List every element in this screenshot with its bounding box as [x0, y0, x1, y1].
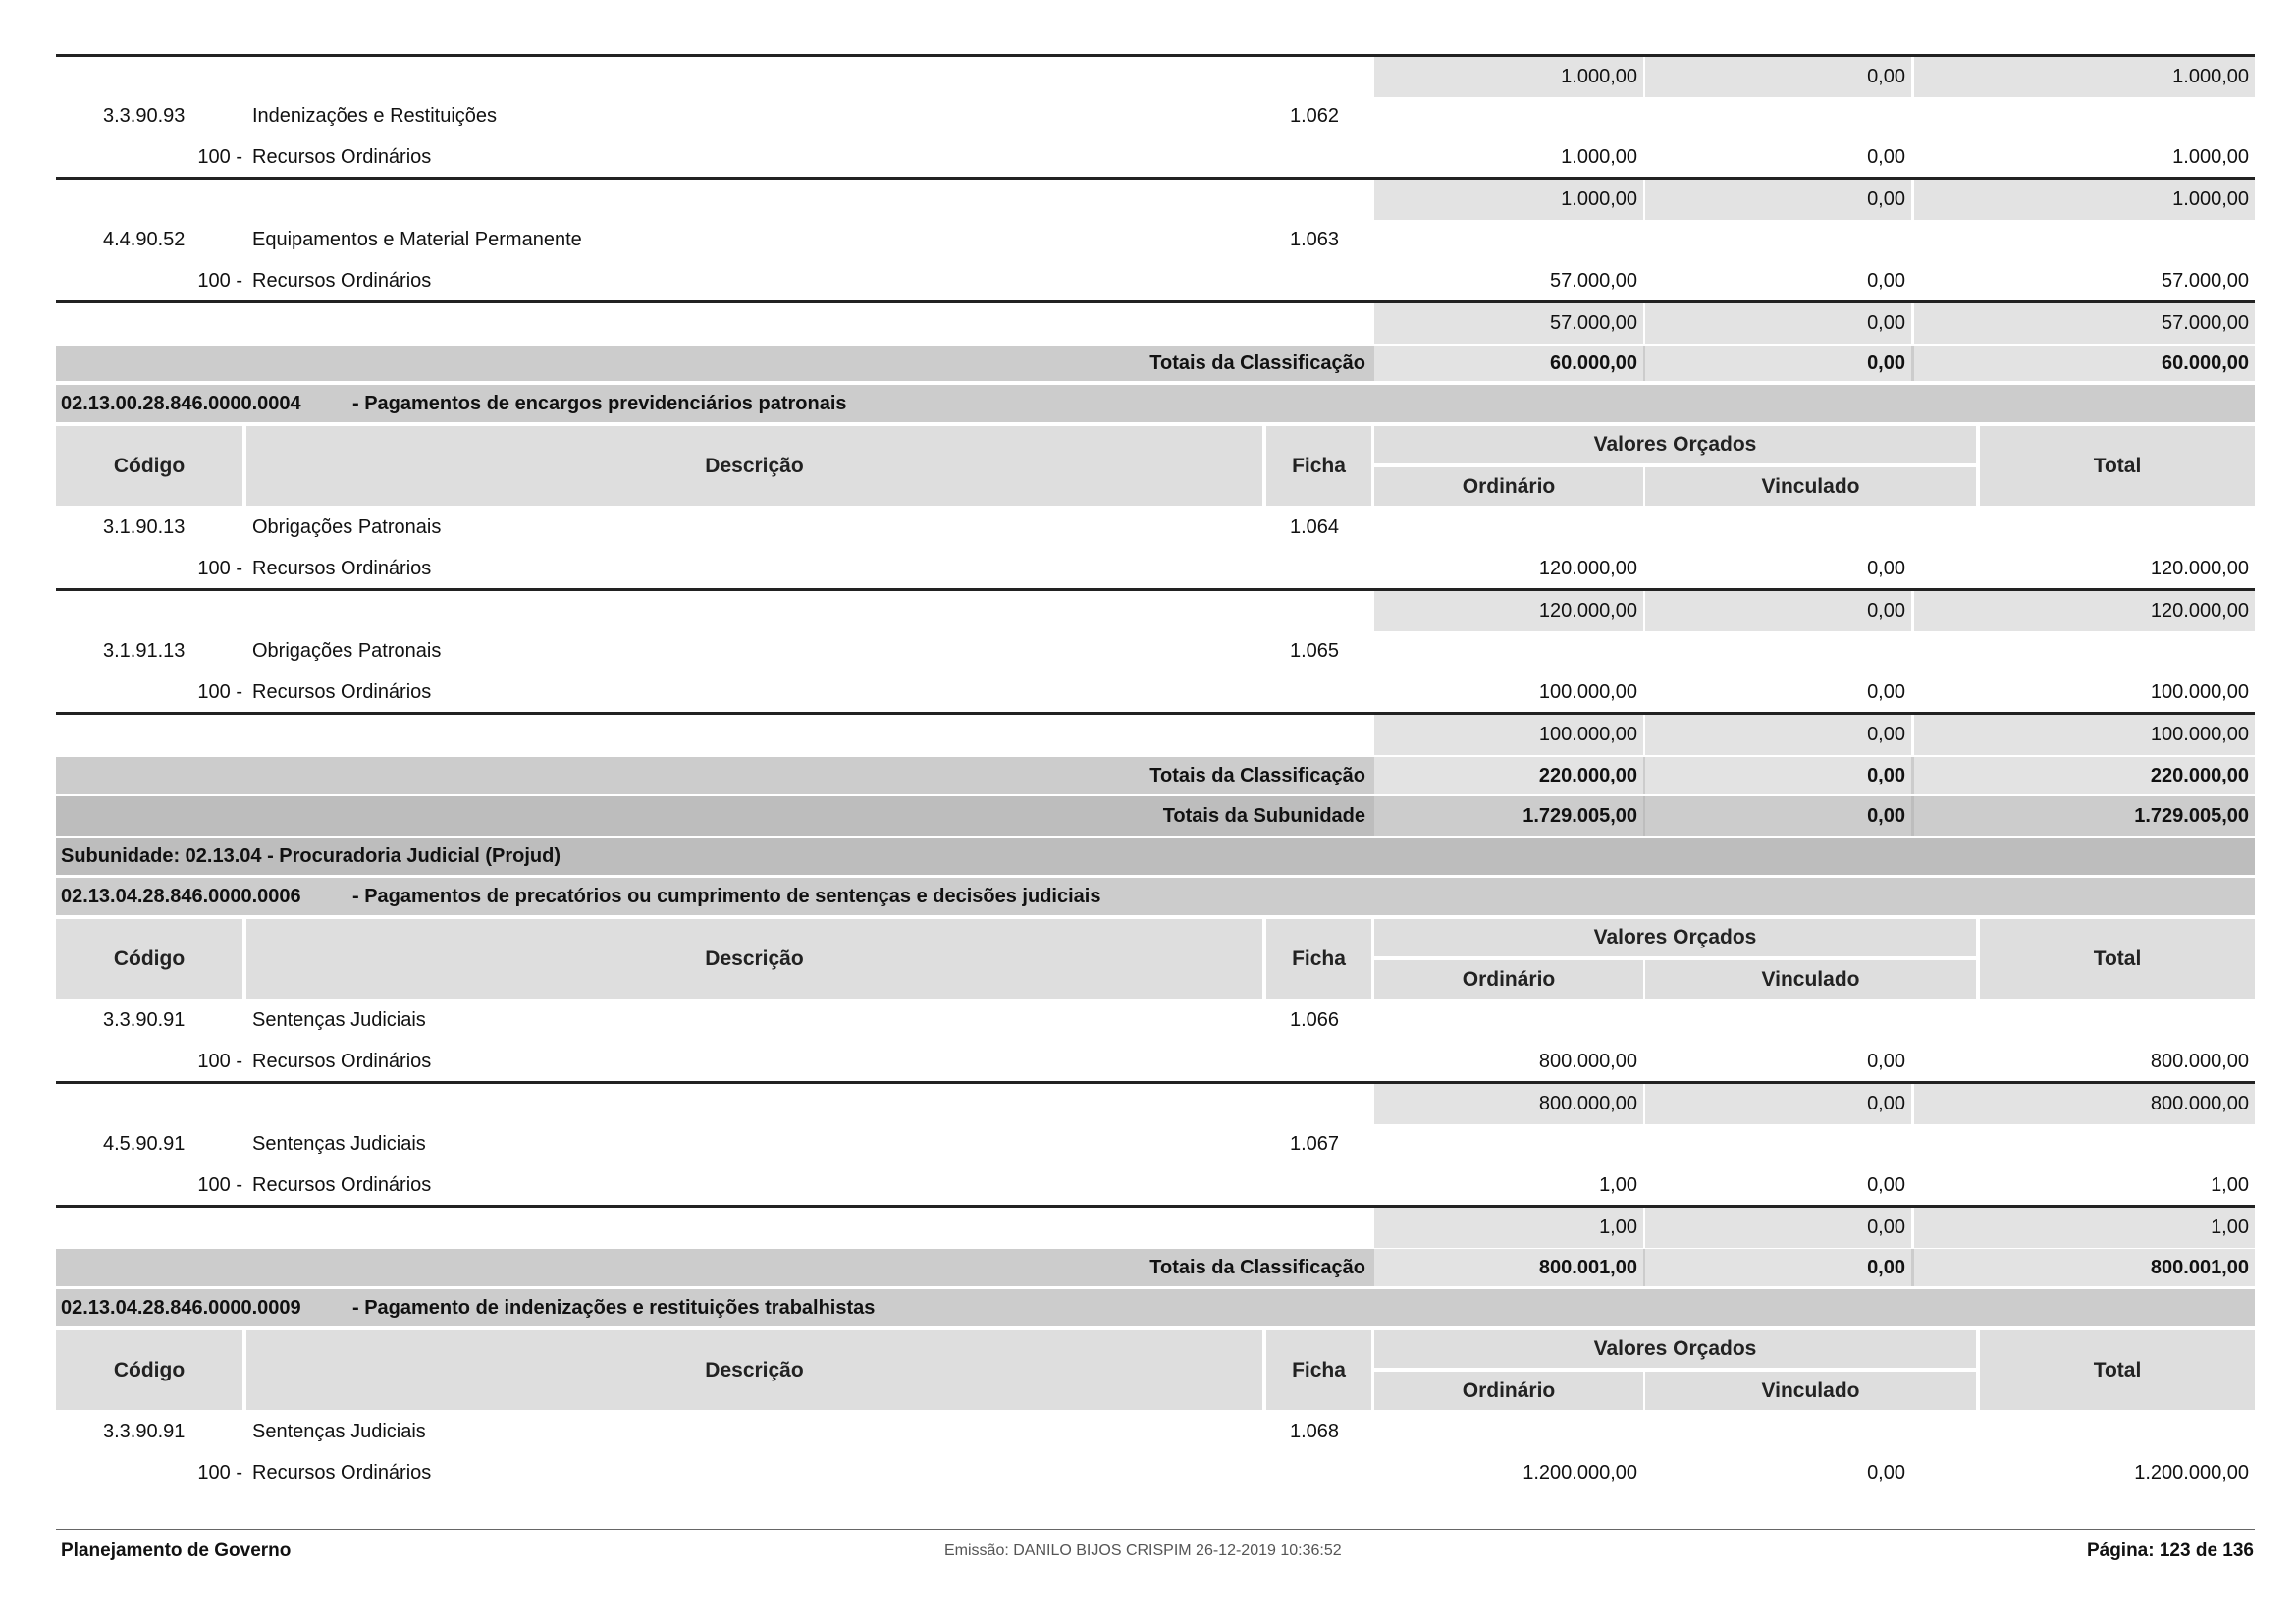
subunit-totals-label: Totais da Subunidade [1162, 804, 1365, 827]
source-desc: Recursos Ordinários [252, 557, 432, 579]
item-row [56, 98, 2255, 134]
subtotal-vinculado: 0,00 [1645, 57, 1911, 97]
source-row [56, 675, 2255, 710]
header-descricao: Descrição [246, 426, 1262, 506]
subtotal-total: 800.000,00 [1914, 1084, 2255, 1124]
source-total: 1.000,00 [2172, 145, 2249, 168]
header-total: Total [1980, 426, 2255, 506]
subtotal-ordinario: 1,00 [1374, 1208, 1643, 1248]
source-vinculado: 0,00 [1867, 269, 1905, 292]
section-title: - Pagamentos de precatórios ou cumprimento de sentenças e decisões judiciais [352, 885, 1101, 907]
header-valores: Valores Orçados [1374, 426, 1976, 463]
source-row [56, 1044, 2255, 1079]
subtotal-vinculado: 0,00 [1645, 1084, 1911, 1124]
subtotal-row [56, 177, 2255, 220]
subunit-title: Subunidade: 02.13.04 - Procuradoria Judicial (Projud) [61, 844, 561, 867]
column-header [56, 426, 2255, 506]
header-valores: Valores Orçados [1374, 1330, 1976, 1368]
subtotal-total: 1,00 [1914, 1208, 2255, 1248]
source-desc: Recursos Ordinários [252, 1173, 432, 1196]
source-desc: Recursos Ordinários [252, 145, 432, 168]
subtotal-row [56, 54, 2255, 97]
item-codigo: 3.1.90.13 [103, 515, 186, 538]
footer-page-number: Página: 123 de 136 [2086, 1541, 2254, 1561]
source-row [56, 1167, 2255, 1203]
source-total: 100.000,00 [2150, 680, 2249, 703]
item-descricao: Equipamentos e Material Permanente [252, 228, 582, 250]
header-ficha: Ficha [1266, 919, 1371, 999]
subtotal-total: 57.000,00 [1914, 303, 2255, 344]
item-row [56, 1414, 2255, 1449]
header-total: Total [1980, 1330, 2255, 1410]
source-ordinario: 1.200.000,00 [1522, 1461, 1637, 1484]
header-vinculado: Vinculado [1645, 467, 1976, 506]
header-vinculado: Vinculado [1645, 1372, 1976, 1410]
source-vinculado: 0,00 [1867, 557, 1905, 579]
source-ordinario: 120.000,00 [1538, 557, 1637, 579]
item-descricao: Obrigações Patronais [252, 639, 442, 662]
section-code: 02.13.04.28.846.0000.0006 [61, 885, 301, 907]
subtotal-total: 1.000,00 [1914, 180, 2255, 220]
item-ficha: 1.062 [1290, 104, 1340, 127]
subtotal-row [56, 712, 2255, 755]
footer-emission: Emissão: DANILO BIJOS CRISPIM 26-12-2019 10:36:52 [944, 1542, 1342, 1559]
section-code: 02.13.00.28.846.0000.0004 [61, 392, 301, 414]
section-title: - Pagamentos de encargos previdenciários patronais [352, 392, 847, 414]
subunit-totals-row [56, 796, 2255, 836]
totals-total: 220.000,00 [1914, 757, 2255, 794]
section-code: 02.13.04.28.846.0000.0009 [61, 1296, 301, 1319]
subtotal-vinculado: 0,00 [1645, 591, 1911, 631]
subtotal-row [56, 1081, 2255, 1124]
item-codigo: 3.1.91.13 [103, 639, 186, 662]
source-row [56, 1455, 2255, 1490]
header-descricao: Descrição [246, 1330, 1262, 1410]
header-ficha: Ficha [1266, 1330, 1371, 1410]
item-descricao: Obrigações Patronais [252, 515, 442, 538]
source-vinculado: 0,00 [1867, 1173, 1905, 1196]
item-row [56, 1002, 2255, 1038]
item-ficha: 1.067 [1290, 1132, 1340, 1155]
subtotal-ordinario: 57.000,00 [1374, 303, 1643, 344]
source-ordinario: 57.000,00 [1550, 269, 1637, 292]
header-vinculado: Vinculado [1645, 960, 1976, 999]
subtotal-ordinario: 120.000,00 [1374, 591, 1643, 631]
header-codigo: Código [56, 1330, 242, 1410]
source-code: 100 - [197, 145, 242, 168]
subtotal-row [56, 588, 2255, 631]
section-header [56, 878, 2255, 915]
item-row [56, 1126, 2255, 1162]
subtotal-vinculado: 0,00 [1645, 303, 1911, 344]
source-ordinario: 100.000,00 [1538, 680, 1637, 703]
totals-ordinario: 220.000,00 [1374, 757, 1643, 794]
item-ficha: 1.064 [1290, 515, 1340, 538]
item-ficha: 1.063 [1290, 228, 1340, 250]
subtotal-ordinario: 1.000,00 [1374, 180, 1643, 220]
source-row [56, 139, 2255, 175]
column-header [56, 919, 2255, 999]
item-row [56, 222, 2255, 257]
source-ordinario: 1,00 [1599, 1173, 1637, 1196]
source-code: 100 - [197, 680, 242, 703]
item-descricao: Indenizações e Restituições [252, 104, 498, 127]
source-total: 1.200.000,00 [2134, 1461, 2249, 1484]
subtotal-total: 1.000,00 [1914, 57, 2255, 97]
subunit-ordinario: 1.729.005,00 [1374, 796, 1643, 836]
header-ficha: Ficha [1266, 426, 1371, 506]
subtotal-row [56, 1205, 2255, 1248]
subtotal-row [56, 300, 2255, 344]
source-vinculado: 0,00 [1867, 145, 1905, 168]
header-ordinario: Ordinário [1374, 467, 1643, 506]
source-ordinario: 800.000,00 [1538, 1050, 1637, 1072]
subtotal-ordinario: 800.000,00 [1374, 1084, 1643, 1124]
classification-totals-row [56, 346, 2255, 381]
totals-total: 800.001,00 [1914, 1249, 2255, 1286]
source-desc: Recursos Ordinários [252, 680, 432, 703]
subunit-vinculado: 0,00 [1645, 796, 1911, 836]
subtotal-ordinario: 100.000,00 [1374, 715, 1643, 755]
footer-left: Planejamento de Governo [61, 1541, 292, 1561]
source-total: 57.000,00 [2162, 269, 2249, 292]
item-codigo: 4.4.90.52 [103, 228, 186, 250]
source-vinculado: 0,00 [1867, 1050, 1905, 1072]
source-code: 100 - [197, 1050, 242, 1072]
item-row [56, 510, 2255, 545]
header-descricao: Descrição [246, 919, 1262, 999]
totals-vinculado: 0,00 [1645, 346, 1911, 381]
header-total: Total [1980, 919, 2255, 999]
item-descricao: Sentenças Judiciais [252, 1132, 426, 1155]
section-header [56, 385, 2255, 422]
item-codigo: 3.3.90.93 [103, 104, 186, 127]
totals-vinculado: 0,00 [1645, 1249, 1911, 1286]
source-desc: Recursos Ordinários [252, 1050, 432, 1072]
header-ordinario: Ordinário [1374, 960, 1643, 999]
totals-ordinario: 800.001,00 [1374, 1249, 1643, 1286]
header-codigo: Código [56, 426, 242, 506]
item-ficha: 1.068 [1290, 1420, 1340, 1442]
source-code: 100 - [197, 1461, 242, 1484]
source-vinculado: 0,00 [1867, 680, 1905, 703]
source-total: 800.000,00 [2150, 1050, 2249, 1072]
item-ficha: 1.065 [1290, 639, 1340, 662]
classification-totals-label: Totais da Classificação [1149, 764, 1365, 786]
classification-totals-label: Totais da Classificação [1149, 1256, 1365, 1278]
totals-ordinario: 60.000,00 [1374, 346, 1643, 381]
source-ordinario: 1.000,00 [1561, 145, 1637, 168]
subtotal-vinculado: 0,00 [1645, 1208, 1911, 1248]
section-header [56, 1289, 2255, 1326]
source-total: 120.000,00 [2150, 557, 2249, 579]
classification-totals-label: Totais da Classificação [1149, 352, 1365, 374]
subtotal-vinculado: 0,00 [1645, 180, 1911, 220]
column-header [56, 1330, 2255, 1410]
subunit-total: 1.729.005,00 [1914, 796, 2255, 836]
header-valores: Valores Orçados [1374, 919, 1976, 956]
subtotal-total: 100.000,00 [1914, 715, 2255, 755]
source-row [56, 551, 2255, 586]
source-code: 100 - [197, 1173, 242, 1196]
totals-vinculado: 0,00 [1645, 757, 1911, 794]
item-codigo: 3.3.90.91 [103, 1420, 186, 1442]
header-codigo: Código [56, 919, 242, 999]
subunit-header [56, 838, 2255, 875]
classification-totals-row [56, 1249, 2255, 1286]
item-codigo: 4.5.90.91 [103, 1132, 186, 1155]
subtotal-ordinario: 1.000,00 [1374, 57, 1643, 97]
header-ordinario: Ordinário [1374, 1372, 1643, 1410]
item-descricao: Sentenças Judiciais [252, 1420, 426, 1442]
subtotal-total: 120.000,00 [1914, 591, 2255, 631]
classification-totals-row [56, 757, 2255, 794]
subtotal-vinculado: 0,00 [1645, 715, 1911, 755]
item-ficha: 1.066 [1290, 1008, 1340, 1031]
source-code: 100 - [197, 269, 242, 292]
source-desc: Recursos Ordinários [252, 1461, 432, 1484]
source-vinculado: 0,00 [1867, 1461, 1905, 1484]
item-descricao: Sentenças Judiciais [252, 1008, 426, 1031]
section-title: - Pagamento de indenizações e restituições trabalhistas [352, 1296, 876, 1319]
source-code: 100 - [197, 557, 242, 579]
item-row [56, 633, 2255, 669]
item-codigo: 3.3.90.91 [103, 1008, 186, 1031]
totals-total: 60.000,00 [1914, 346, 2255, 381]
source-row [56, 263, 2255, 298]
source-total: 1,00 [2211, 1173, 2249, 1196]
footer-divider [56, 1529, 2255, 1530]
source-desc: Recursos Ordinários [252, 269, 432, 292]
